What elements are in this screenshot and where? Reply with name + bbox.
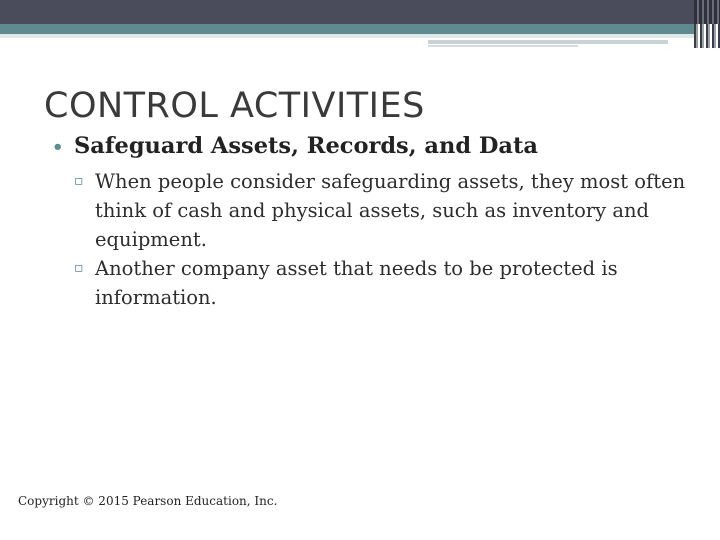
sub-bullet-text: Another company asset that needs to be protected is information. [95, 257, 618, 309]
header-rule-short [428, 45, 578, 47]
main-bullet-text: Safeguard Assets, Records, and Data [74, 133, 538, 159]
main-bullet [52, 133, 692, 159]
sub-bullet-item [74, 254, 694, 312]
square-bullet-icon: ▫ [74, 173, 84, 189]
header-band-dark [0, 0, 720, 24]
slide-title: CONTROL ACTIVITIES [44, 86, 425, 126]
header-rule-long [428, 40, 668, 44]
copyright-footer: Copyright © 2015 Pearson Education, Inc. [18, 494, 278, 508]
bullet-dot-icon: • [52, 137, 64, 158]
header-stripe-pattern-top [694, 0, 720, 24]
header-band-light [0, 34, 720, 38]
sub-bullet-item [74, 167, 694, 254]
header-band-accent [0, 24, 720, 34]
sub-bullet-text: When people consider safeguarding assets, they most often think of cash and physical assets, such as inventory and equipment. [95, 170, 686, 251]
sub-bullet-list [74, 167, 694, 312]
square-bullet-icon: ▫ [74, 260, 84, 276]
